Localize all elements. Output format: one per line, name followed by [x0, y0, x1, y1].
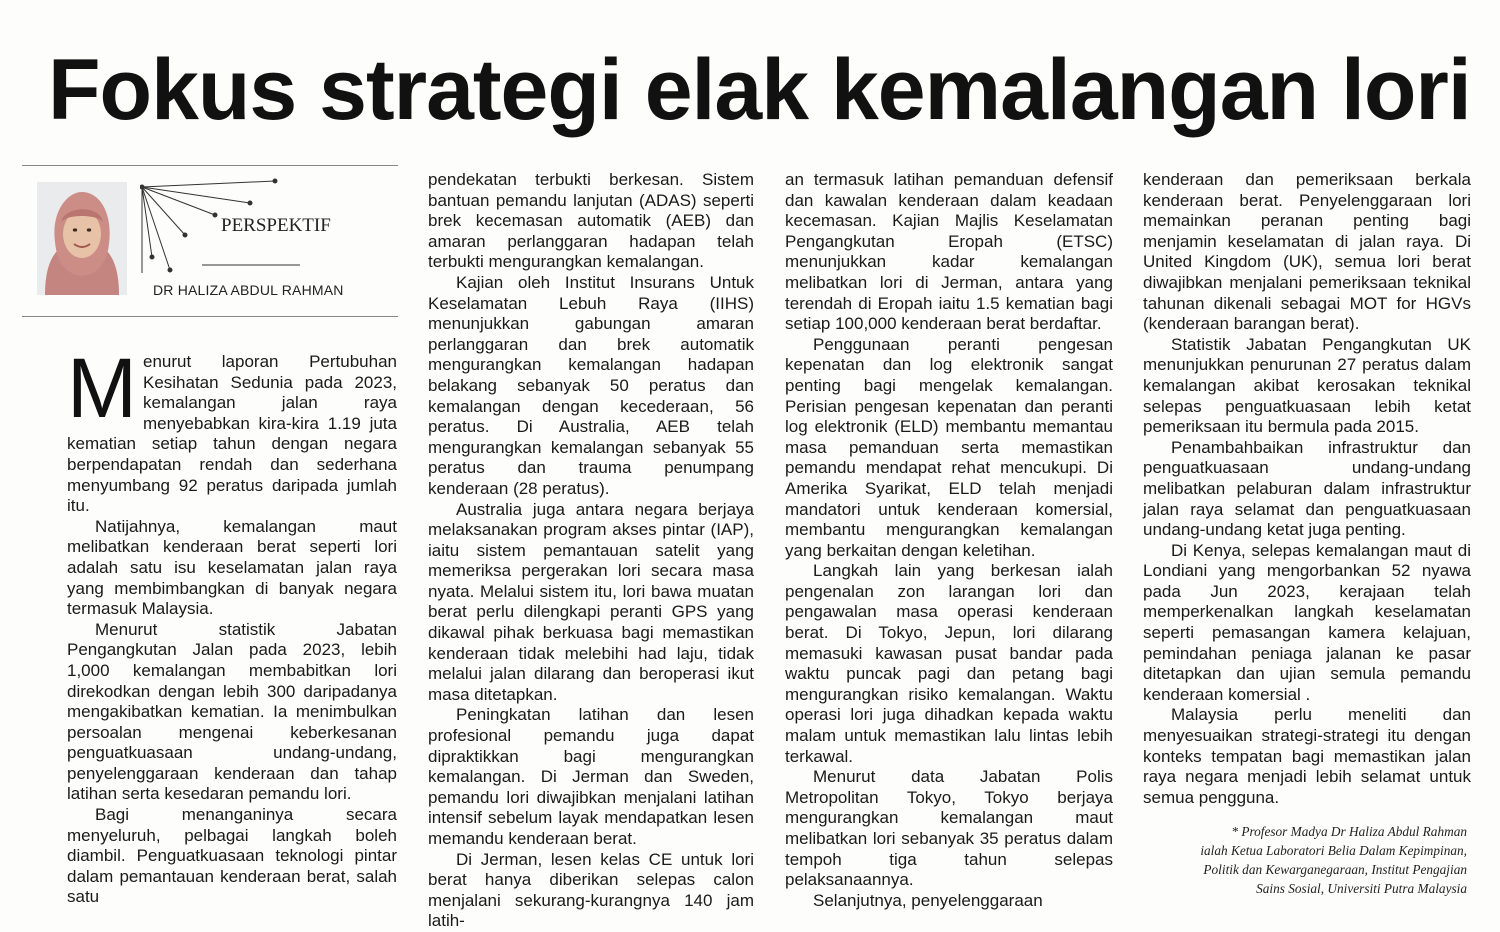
footnote-line: ialah Ketua Laboratori Belia Dalam Kepimpinan, — [1200, 843, 1467, 858]
paragraph: Australia juga antara negara berjaya melaksanakan program akses pintar (IAP), iaitu sistem pemantauan satelit yang memeriksa pergerakan lori secara masa nyata. Melalui sistem itu, lori bawa muatan berat perlu dilengkapi peranti GPS yang dikawal pihak berkuasa bagi memastikan kenderaan tidak melebihi had laju, tidak melalui jalan dilarang dan beroperasi ikut masa ditetapkan. — [428, 499, 754, 704]
author-name: DR HALIZA ABDUL RAHMAN — [153, 282, 344, 298]
article-column-1 — [67, 341, 397, 908]
paragraph: pendekatan terbukti berkesan. Sistem bantuan pemandu lanjutan (ADAS) seperti brek kecemasan automatik (AEB) dan amaran perlanggaran hadapan telah terbukti mengurangkan kemalangan. — [428, 170, 754, 272]
paragraph: an termasuk latihan pemanduan defensif dan kawalan kenderaan dalam keadaan kecemasan. Kajian Majlis Keselamatan Pengangkutan Eropah (ETSC) menunjukkan kadar kemalangan melibatkan lori di Jerman, antara yang terendah di Eropah iaitu 1.5 kematian bagi setiap 100,000 kenderaan berat berdaftar. — [785, 170, 1113, 334]
paragraph: Menurut laporan Pertubuhan Kesihatan Sedunia pada 2023, kemalangan jalan raya menyebabkan kira-kira 1.19 juta kematian setiap tahun dengan negara berpendapatan rendah dan sederhana menyumbang 92 peratus daripada jumlah itu. — [67, 341, 397, 516]
paragraph: Statistik Jabatan Pengangkutan UK menunjukkan penurunan 27 peratus dalam kemalangan akibat kerosakan teknikal selepas penguatkuasaan lebih ketat pemeriksaan itu bermula pada 2015. — [1143, 334, 1471, 437]
footnote-line: Sains Sosial, Universiti Putra Malaysia — [1256, 881, 1467, 896]
paragraph: Bagi menanganinya secara menyeluruh, pelbagai langkah boleh diambil. Penguatkuasaan teknologi pintar dalam pemantauan kenderaan berat, salah satu — [67, 805, 397, 907]
paragraph: Di Kenya, selepas kemalangan maut di Londiani yang mengorbankan 52 nyawa pada Jun 2023, kerajaan telah memperkenalkan langkah keselamatan seperti pemasangan kamera kelajuan, pemindahan peniaga jalanan ke pasar ditetapkan dan ujian semula pemandu kenderaan komersial . — [1143, 540, 1471, 704]
footnote-line: * Profesor Madya Dr Haliza Abdul Rahman — [1231, 824, 1467, 839]
author-photo — [37, 182, 127, 295]
dropcap: M — [67, 341, 137, 435]
paragraph: Natijahnya, kemalangan maut melibatkan kenderaan berat seperti lori adalah satu isu keselamatan jalan raya yang membimbangkan di banyak negara termasuk Malaysia. — [67, 516, 397, 619]
column-label: PERSPEKTIF — [221, 215, 331, 236]
paragraph: Peningkatan latihan dan lesen profesional pemandu juga dapat dipraktikkan bagi mengurangkan kemalangan. Di Jerman dan Sweden, pemandu lori diwajibkan menjalani latihan intensif sebelum layak mendapatkan lesen memandu kenderaan berat. — [428, 705, 754, 848]
headline: Fokus strategi elak kemalangan lori — [48, 42, 1471, 138]
footnote-line: Politik dan Kewarganegaraan, Institut Pengajian — [1203, 862, 1467, 877]
article-column-4 — [1143, 170, 1471, 808]
paragraph: kenderaan dan pemeriksaan berkala kenderaan berat. Penyelenggaraan lori memainkan peranan penting bagi menjamin keselamatan di jalan raya. Di United Kingdom (UK), semua lori berat diwajibkan menjalani pemeriksaan teknikal tahunan dikenali sebagai MOT for HGVs (kenderaan barangan berat). — [1143, 170, 1471, 334]
paragraph: Penambahbaikan infrastruktur dan penguatkuasaan undang-undang melibatkan pelaburan dalam infrastruktur jalan raya selamat dan penguatkuasaan undang-undang ketat juga penting. — [1143, 437, 1471, 540]
paragraph: Langkah lain yang berkesan ialah pengenalan zon larangan lori dan pengawalan masa operasi kenderaan berat. Di Tokyo, Jepun, lori dilarang memasuki kawasan pusat bandar pada waktu puncak pagi dan petang bagi mengurangkan risiko kemalangan. Waktu operasi lori juga dihadkan kepada waktu malam untuk memastikan lalu lintas lebih terkawal. — [785, 561, 1113, 766]
article-column-3 — [785, 170, 1113, 911]
paragraph: Menurut statistik Jabatan Pengangkutan Jalan pada 2023, lebih 1,000 kemalangan membabitkan lori direkodkan dengan lebih 300 daripadanya mengakibatkan kematian. Ia menimbulkan persoalan mengenai keberkesanan penguatkuasaan undang-undang, penyelenggaraan kenderaan dan tahap latihan serta kesedaran pemandu lori. — [67, 619, 397, 804]
article-column-2 — [428, 170, 754, 932]
paragraph: Selanjutnya, penyelenggaraan — [813, 890, 1043, 910]
paragraph: Di Jerman, lesen kelas CE untuk lori berat hanya diberikan selepas calon menjalani sekurang-kurangnya 140 jam latih- — [428, 849, 754, 931]
author-footnote — [1115, 822, 1467, 898]
paragraph: Kajian oleh Institut Insurans Untuk Keselamatan Lebuh Raya (IIHS) menunjukkan gabungan amaran perlanggaran dan brek automatik mengurangkan kemalangan hadapan belakang sebanyak 50 peratus dan kemalangan dengan kecederaan, 56 peratus. Di Australia, AEB telah mengurangkan kemalangan sebanyak 55 peratus dan trauma penumpang kenderaan (28 peratus). — [428, 272, 754, 498]
paragraph: Menurut data Jabatan Polis Metropolitan Tokyo, Tokyo berjaya mengurangkan kemalangan maut melibatkan lori sebanyak 35 peratus dalam tempoh tiga tahun selepas pelaksanaannya. — [785, 767, 1113, 890]
paragraph: Malaysia perlu meneliti dan menyesuaikan strategi-strategi itu dengan konteks tempatan bagi memastikan jalan raya negara menjadi lebih selamat untuk semua pengguna. — [1143, 705, 1471, 807]
paragraph: Penggunaan peranti pengesan kepenatan dan log elektronik sangat penting bagi mengelak kemalangan. Perisian pengesan kepenatan dan peranti log elektronik (ELD) membantu memantau masa pemanduan serta memastikan pemandu mendapat rehat mencukupi. Di Amerika Syarikat, ELD telah menjadi mandatori untuk kenderaan komersial, membantu mengurangkan kemalangan yang berkaitan dengan keletihan. — [785, 334, 1113, 560]
